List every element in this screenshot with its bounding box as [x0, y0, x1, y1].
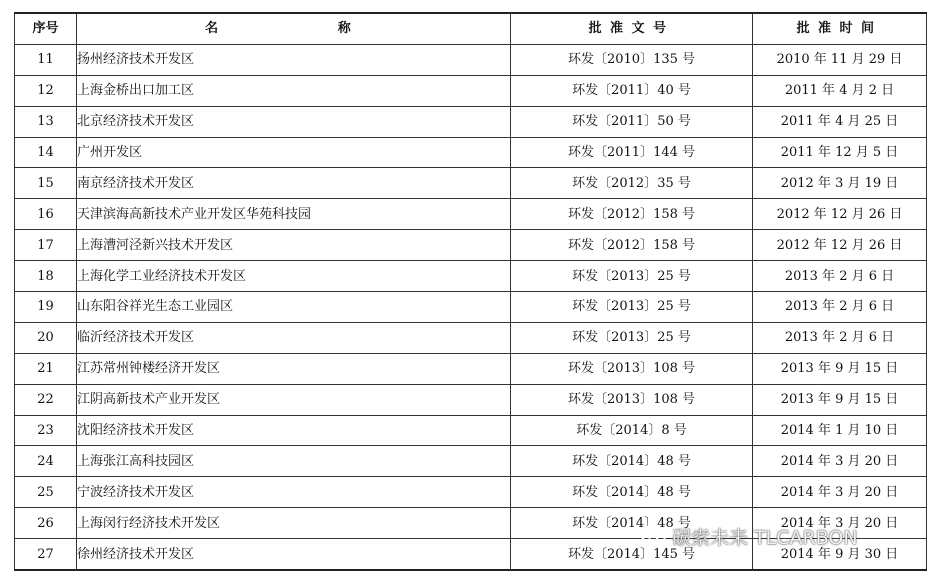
table-header-row: [15, 13, 927, 44]
cell-serial-number: 20: [15, 322, 77, 353]
table-row: [15, 322, 927, 353]
table-row: [15, 106, 927, 137]
cell-serial-number: 12: [15, 75, 77, 106]
cell-zone-name: 沈阳经济技术开发区: [77, 415, 511, 446]
cell-approval-date: 2011 年 4 月 25 日: [753, 106, 927, 137]
cell-serial-number: 23: [15, 415, 77, 446]
cell-approval-date: 2010 年 11 月 29 日: [753, 44, 927, 75]
cell-zone-name: 扬州经济技术开发区: [77, 44, 511, 75]
cell-serial-number: 16: [15, 199, 77, 230]
cell-serial-number: 25: [15, 477, 77, 508]
cell-serial-number: 17: [15, 230, 77, 261]
table-row: [15, 415, 927, 446]
cell-zone-name: 徐州经济技术开发区: [77, 539, 511, 570]
cell-serial-number: 21: [15, 353, 77, 384]
cell-approval-date: 2014 年 3 月 20 日: [753, 508, 927, 539]
cell-zone-name: 上海闵行经济技术开发区: [77, 508, 511, 539]
cell-zone-name: 上海化学工业经济技术开发区: [77, 261, 511, 292]
cell-serial-number: 19: [15, 292, 77, 323]
cell-approval-date: 2013 年 2 月 6 日: [753, 322, 927, 353]
cell-approval-document-number: 环发〔2014〕48 号: [511, 477, 753, 508]
cell-approval-date: 2011 年 12 月 5 日: [753, 137, 927, 168]
table-row: [15, 137, 927, 168]
cell-zone-name: 江阴高新技术产业开发区: [77, 384, 511, 415]
cell-zone-name: 北京经济技术开发区: [77, 106, 511, 137]
cell-approval-document-number: 环发〔2014〕145 号: [511, 539, 753, 570]
cell-approval-document-number: 环发〔2011〕144 号: [511, 137, 753, 168]
header-name: 名 称: [77, 13, 511, 44]
cell-zone-name: 南京经济技术开发区: [77, 168, 511, 199]
table-row: [15, 446, 927, 477]
cell-approval-document-number: 环发〔2014〕48 号: [511, 446, 753, 477]
cell-approval-date: 2013 年 9 月 15 日: [753, 384, 927, 415]
cell-approval-document-number: 环发〔2013〕108 号: [511, 353, 753, 384]
cell-approval-document-number: 环发〔2010〕135 号: [511, 44, 753, 75]
table-row: [15, 539, 927, 570]
header-approval-date: 批准时间: [753, 13, 927, 44]
cell-serial-number: 15: [15, 168, 77, 199]
cell-approval-document-number: 环发〔2011〕50 号: [511, 106, 753, 137]
cell-approval-document-number: 环发〔2011〕40 号: [511, 75, 753, 106]
cell-zone-name: 天津滨海高新技术产业开发区华苑科技园: [77, 199, 511, 230]
cell-approval-document-number: 环发〔2013〕25 号: [511, 322, 753, 353]
table-row: [15, 230, 927, 261]
cell-approval-date: 2014 年 9 月 30 日: [753, 539, 927, 570]
cell-serial-number: 26: [15, 508, 77, 539]
cell-approval-document-number: 环发〔2013〕108 号: [511, 384, 753, 415]
watermark-text: 碳索未来 TLCARBON: [672, 526, 858, 549]
cell-approval-date: 2013 年 9 月 15 日: [753, 353, 927, 384]
cell-zone-name: 上海金桥出口加工区: [77, 75, 511, 106]
table-row: [15, 44, 927, 75]
cell-approval-date: 2012 年 12 月 26 日: [753, 230, 927, 261]
cell-zone-name: 江苏常州钟楼经济开发区: [77, 353, 511, 384]
cell-approval-date: 2014 年 3 月 20 日: [753, 446, 927, 477]
cell-zone-name: 山东阳谷祥光生态工业园区: [77, 292, 511, 323]
cell-approval-document-number: 环发〔2012〕35 号: [511, 168, 753, 199]
cell-zone-name: 临沂经济技术开发区: [77, 322, 511, 353]
cell-serial-number: 22: [15, 384, 77, 415]
approval-table: [14, 12, 927, 571]
cell-approval-document-number: 环发〔2013〕25 号: [511, 292, 753, 323]
table-row: [15, 384, 927, 415]
cell-approval-document-number: 环发〔2012〕158 号: [511, 230, 753, 261]
cell-serial-number: 18: [15, 261, 77, 292]
header-serial-number: 序号: [15, 13, 77, 44]
table-row: [15, 168, 927, 199]
cell-approval-date: 2011 年 4 月 2 日: [753, 75, 927, 106]
cell-serial-number: 27: [15, 539, 77, 570]
table-row: [15, 75, 927, 106]
cell-approval-date: 2013 年 2 月 6 日: [753, 292, 927, 323]
table-row: [15, 353, 927, 384]
table-row: [15, 199, 927, 230]
cell-serial-number: 13: [15, 106, 77, 137]
table-row: [15, 261, 927, 292]
table-row: [15, 292, 927, 323]
cell-zone-name: 宁波经济技术开发区: [77, 477, 511, 508]
cell-approval-document-number: 环发〔2012〕158 号: [511, 199, 753, 230]
cell-serial-number: 24: [15, 446, 77, 477]
header-approval-document-number: 批准文号: [511, 13, 753, 44]
cell-serial-number: 11: [15, 44, 77, 75]
table-row: [15, 477, 927, 508]
cell-serial-number: 14: [15, 137, 77, 168]
cell-approval-date: 2014 年 1 月 10 日: [753, 415, 927, 446]
cell-approval-date: 2012 年 12 月 26 日: [753, 199, 927, 230]
cell-approval-document-number: 环发〔2014〕48 号: [511, 508, 753, 539]
cell-zone-name: 上海张江高科技园区: [77, 446, 511, 477]
cell-approval-date: 2014 年 3 月 20 日: [753, 477, 927, 508]
cell-zone-name: 广州开发区: [77, 137, 511, 168]
cell-approval-document-number: 环发〔2014〕8 号: [511, 415, 753, 446]
cell-approval-date: 2013 年 2 月 6 日: [753, 261, 927, 292]
cell-approval-date: 2012 年 3 月 19 日: [753, 168, 927, 199]
cell-zone-name: 上海漕河泾新兴技术开发区: [77, 230, 511, 261]
table-row: [15, 508, 927, 539]
cell-approval-document-number: 环发〔2013〕25 号: [511, 261, 753, 292]
